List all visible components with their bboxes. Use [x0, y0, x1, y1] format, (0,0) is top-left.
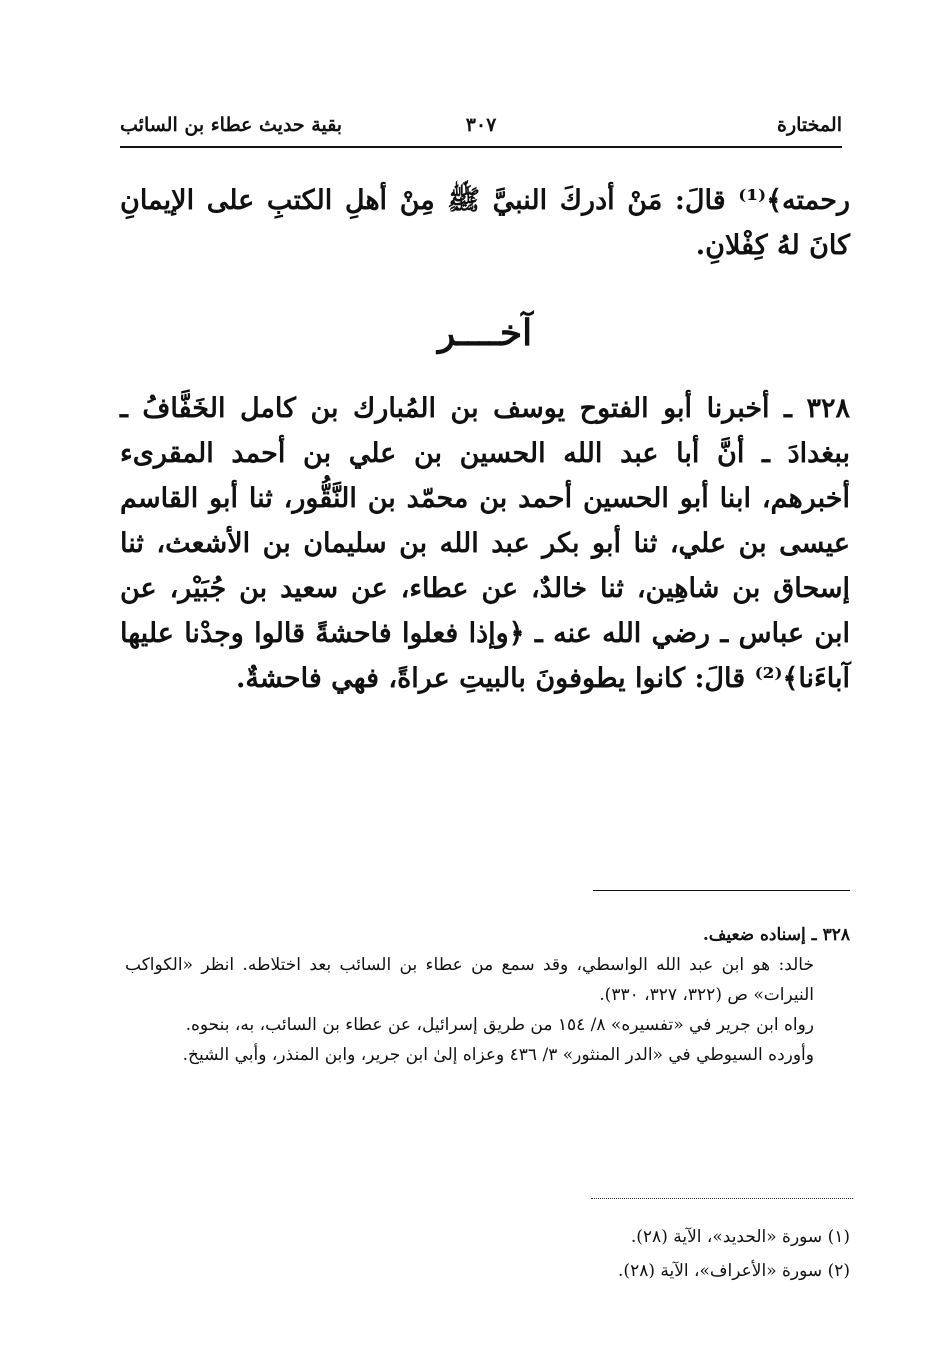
- note-line: خالد: هو ابن عبد الله الواسطي، وقد سمع من عطاء بن السائب بعد اختلاطه. انظر «الكواكب النيرات» ص (٣٢٢، ٣٢٧، ٣٣٠).: [125, 955, 814, 1005]
- commentary-notes: [125, 920, 850, 1070]
- footnote: (١) سورة «الحديد»، الآية (٢٨).: [630, 1227, 850, 1247]
- footnote: (٢) سورة «الأعراف»، الآية (٢٨).: [618, 1261, 850, 1281]
- notes-separator: [593, 890, 850, 891]
- header-rule: [120, 146, 842, 148]
- footnotes-separator: [591, 1198, 853, 1199]
- hadith-paragraph: ٣٢٨ ـ أخبرنا أبو الفتوح يوسف بن المُبارك بن كامل الخَفَّافُ ـ ببغدادَ ـ أنَّ أبا عبد الله الحسين بن علي بن أحمد المقرىء أخبرهم، ابنا أبو الحسين أحمد بن محمّد بن النَّقُّور، ثنا أبو القاسم عيسى بن علي، ثنا أبو بكر عبد الله بن سليمان بن الأشعث، ثنا إسحاق بن شاهِين، ثنا خالدٌ، عن عطاء، عن سعيد بن جُبَيْر، عن ابن عباس ـ رضي الله عنه ـ ﴿وإذا فعلوا فاحشةً قالوا وجدْنا عليها آباءَنا﴾⁽²⁾ قالَ: كانوا يطوفونَ بالبيتِ عراةً، فهي فاحشةٌ.: [120, 393, 850, 694]
- note-heading: ٣٢٨ ـ إسناده ضعيف.: [702, 925, 850, 945]
- page-number: ٣٠٧: [465, 114, 497, 136]
- intro-paragraph: رحمته﴾⁽¹⁾ قالَ: مَنْ أدركَ النبيَّ ﷺ مِنْ أهلِ الكتبِ على الإيمانِ كانَ لهُ كِفْلانِ.: [120, 185, 850, 261]
- book-title: المختارة: [777, 114, 842, 136]
- note-line: رواه ابن جرير في «تفسيره» ٨/ ١٥٤ من طريق إسرائيل، عن عطاء بن السائب، به، بنحوه.: [185, 1015, 814, 1035]
- section-title: آخــــر: [437, 312, 533, 354]
- intro-paragraph-block: [120, 178, 850, 268]
- page-header: [120, 112, 842, 146]
- chapter-title: بقية حديث عطاء بن السائب: [120, 114, 343, 136]
- note-line: وأورده السيوطي في «الدر المنثور» ٣/ ٤٣٦ وعزاه إلىٰ ابن جرير، وابن المنذر، وأبي الشيخ.: [182, 1045, 814, 1065]
- footnotes: [125, 1220, 850, 1288]
- hadith-block: [120, 386, 850, 701]
